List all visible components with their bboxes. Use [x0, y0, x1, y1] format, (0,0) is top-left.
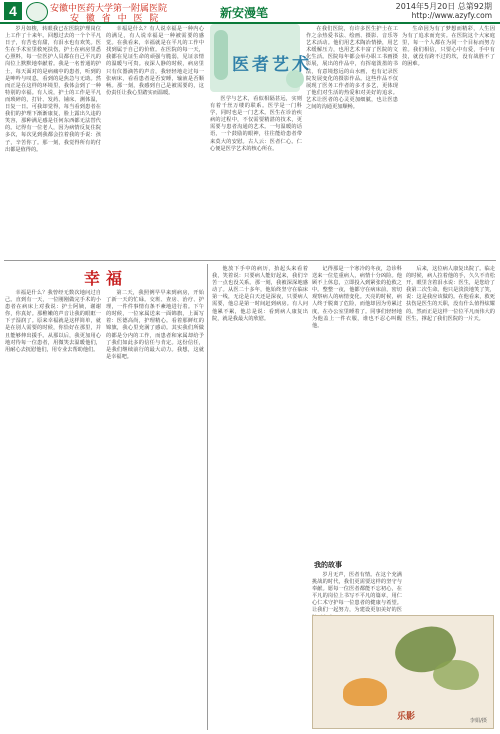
article-column: [406, 266, 495, 611]
paragraph: 生命因为有了梦想而精彩，人生因为有了追求而充实。在医院这个大家庭里，每一个人都在为同一个目标而努力着。我们相信，只要心中有爱，手中有技，就没有跨不过的坎，没有战胜不了的困难。: [402, 26, 495, 68]
page-number: 4: [4, 2, 22, 20]
paragraph: 在我们医院，有许多医生护士在工作之余热爱书法、绘画、摄影、音乐等艺术活动。他们用艺术陶冶情操，用艺术缓解压力，也用艺术丰富了医院的文化生活。医院每年都会举办职工书画摄影展，展出的作品中，有挥毫泼墨的书法，有意境悠远的山水画，也有记录医院发展变化的摄影作品。这些作品不仅展现了医务工作者的多才多艺，更体现了他们对生活的热爱和对美好的追求。艺术让医者的心灵更加细腻，也让医患之间的沟通更加顺畅。: [306, 26, 398, 111]
article-column: [212, 266, 308, 728]
paper-subtitle: 安 徽 省 中 医 院: [70, 14, 161, 24]
paragraph: 岁月无声，医者有情。在这个充满挑战的时代，我们更需要这样的坚守与奉献。愿每一位医者都能不忘初心，在平凡的岗位上书写不平凡的篇章，用仁心仁术守护每一位患者的健康与希望。让我们一起努力，为建设更加美好的医: [312, 572, 402, 614]
paragraph: 他放下手中的病历，抬起头来看着我，笑着说：只要病人能好起来，我们辛苦一点也没关系。那一刻，我被深深地感动了。从医二十多年，他始终坚守在临床第一线，无论是白天还是深夜，只要病人需要，他总是第一时间赶到病房。有人问他累不累，他总是说：看到病人康复出院，就是我最大的欣慰。: [212, 266, 308, 322]
paragraph: 第二天，我照例早早来到病房，开始了新一天的忙碌。交班、查房、治疗、护理，一件件事情有条不紊地进行着。下午的时候，一位家属送来一面锦旗，上面写着：医德高尚，护理精心。看着那鲜红的锦旗，我心里充满了感动。其实我们所做的都是分内的工作，而患者和家属却给予了我们如此多的信任与肯定。这份信任，是我们继续前行的最大动力。我想，这就是幸福吧。: [106, 290, 204, 360]
paragraph: 幸福是什么？我曾经无数次地问过自己。直到有一天，一位刚刚做完手术的小患者在病床上对我说：护士阿姨，谢谢你，你真好。那稚嫩的声音让我的眼眶一下子湿润了。原来幸福就是这样简单，就是在别人需要的时候，你恰好在那里，并且能够伸出援手。从那以后，我更加用心地对待每一位患者，用微笑去温暖他们，用耐心去抚慰他们，用专业去帮助他们。: [5, 290, 101, 353]
paragraph: 后来，这位病人康复出院了。临走的时候，病人拉着他的手，久久不肯松开，眼里含着泪水说：医生，是您给了我第二次生命。他只是淡淡地笑了笑，说：这是我应该做的。在他看来，救死扶伤是医生的天职，没有什么值得炫耀的。然而正是这样一位位平凡而伟大的医生，撑起了我们医院的一片天。: [406, 266, 495, 322]
article-column: [5, 26, 101, 262]
banner-decoration: [214, 30, 228, 80]
section-title: 新安漫笔: [220, 6, 269, 20]
article-column: [402, 26, 495, 256]
artwork-photo: [312, 615, 494, 729]
article-column: [106, 290, 204, 728]
paragraph: 医学与艺术，看似相隔甚远，实则有着千丝万缕的联系。医学是一门科学，同时也是一门艺术。医生在诊治疾病的过程中，不仅需要精湛的技术，更需要与患者沟通的艺术。一句温暖的话语，一个鼓励的眼神，往往能给患者带来莫大的安慰。古人云：医者仁心。仁心便是医学艺术的核心所在。: [210, 96, 302, 152]
website-url: http://www.azyfy.com: [411, 11, 492, 20]
article-title: 幸福: [84, 269, 129, 288]
fruit-shape: [343, 678, 387, 706]
hospital-logo-icon: [26, 2, 48, 22]
artwork-caption: 乐影: [397, 712, 416, 722]
article-column: [312, 572, 402, 612]
issue-date: 2014年5月20日 总第92期: [395, 2, 492, 11]
article-column: [210, 96, 302, 256]
leaf-shape: [433, 660, 479, 690]
article-column: [5, 290, 101, 728]
paper-name: 安徽中医药大学第一附属医院: [50, 4, 168, 14]
article-column: [106, 26, 204, 262]
section-divider: [4, 260, 496, 261]
banner-title: 医者艺术: [232, 55, 312, 75]
article-column: [306, 26, 398, 256]
story-title: 我的故事: [314, 561, 342, 569]
column-divider: [207, 264, 208, 730]
page-header: [0, 0, 500, 24]
paragraph: 岁月如梭，转眼我已在医院护理岗位上工作了十来年。回想过去的一个个平凡日子，有苦也有甜，有泪水也有欢笑。医生在手术室里救死扶伤，护士在病房里悉心照料，每一位医护人员都在自己平凡的岗位上默默地奉献着。我是一名普通的护士，每天面对的是病痛中的患者，听到的是呻吟与叹息，看到的是焦急与无助。然而正是在这样的环境里，我体会到了一种特别的幸福。有人说，护士的工作是平凡而琐碎的，打针、发药、铺床、测体温，日复一日。可我却觉得，每当看到患者在我们的护理下渐渐康复，脸上露出久违的笑容，那种满足感是任何东西都无法替代的。记得有一位老人，因为病情反复住院多次，每次见到我都会拉着我的手说：孩子，辛苦你了。那一刻，我觉得所有的付出都是值得的。: [5, 26, 101, 153]
paragraph: 幸福是什么？有人说幸福是一种内心的满足，有人说幸福是一种被需要的感觉。在我看来，幸福就是在平凡的工作中找到属于自己的价值。在医院的每一天，我都在见证生命的顽强与脆弱，见证亲情的温暖与可贵。夜深人静的时候，病房里只有仪器滴答的声音，我轻轻地走过每一张病床，看看患者是否安睡，输液是否顺畅。那一刻，我感到自己是被需要的，这份责任让我心里踏实而温暖。: [106, 26, 204, 96]
paragraph: 记得那是一个寒冷的冬夜，急诊科送来一位危重病人，病情十分凶险。他顾不上休息，立即投入到紧张的抢救之中。整整一夜，他都守在病床前，密切观察病人的病情变化。天亮的时候，病人终于脱离了危险，而他却因为劳累过度，在办公室里睡着了。同事们轻轻地为他盖上一件衣服，谁也不忍心叫醒他。: [312, 266, 402, 329]
article-column: [312, 266, 402, 556]
artwork-credit: 李娟/摄: [469, 718, 487, 724]
